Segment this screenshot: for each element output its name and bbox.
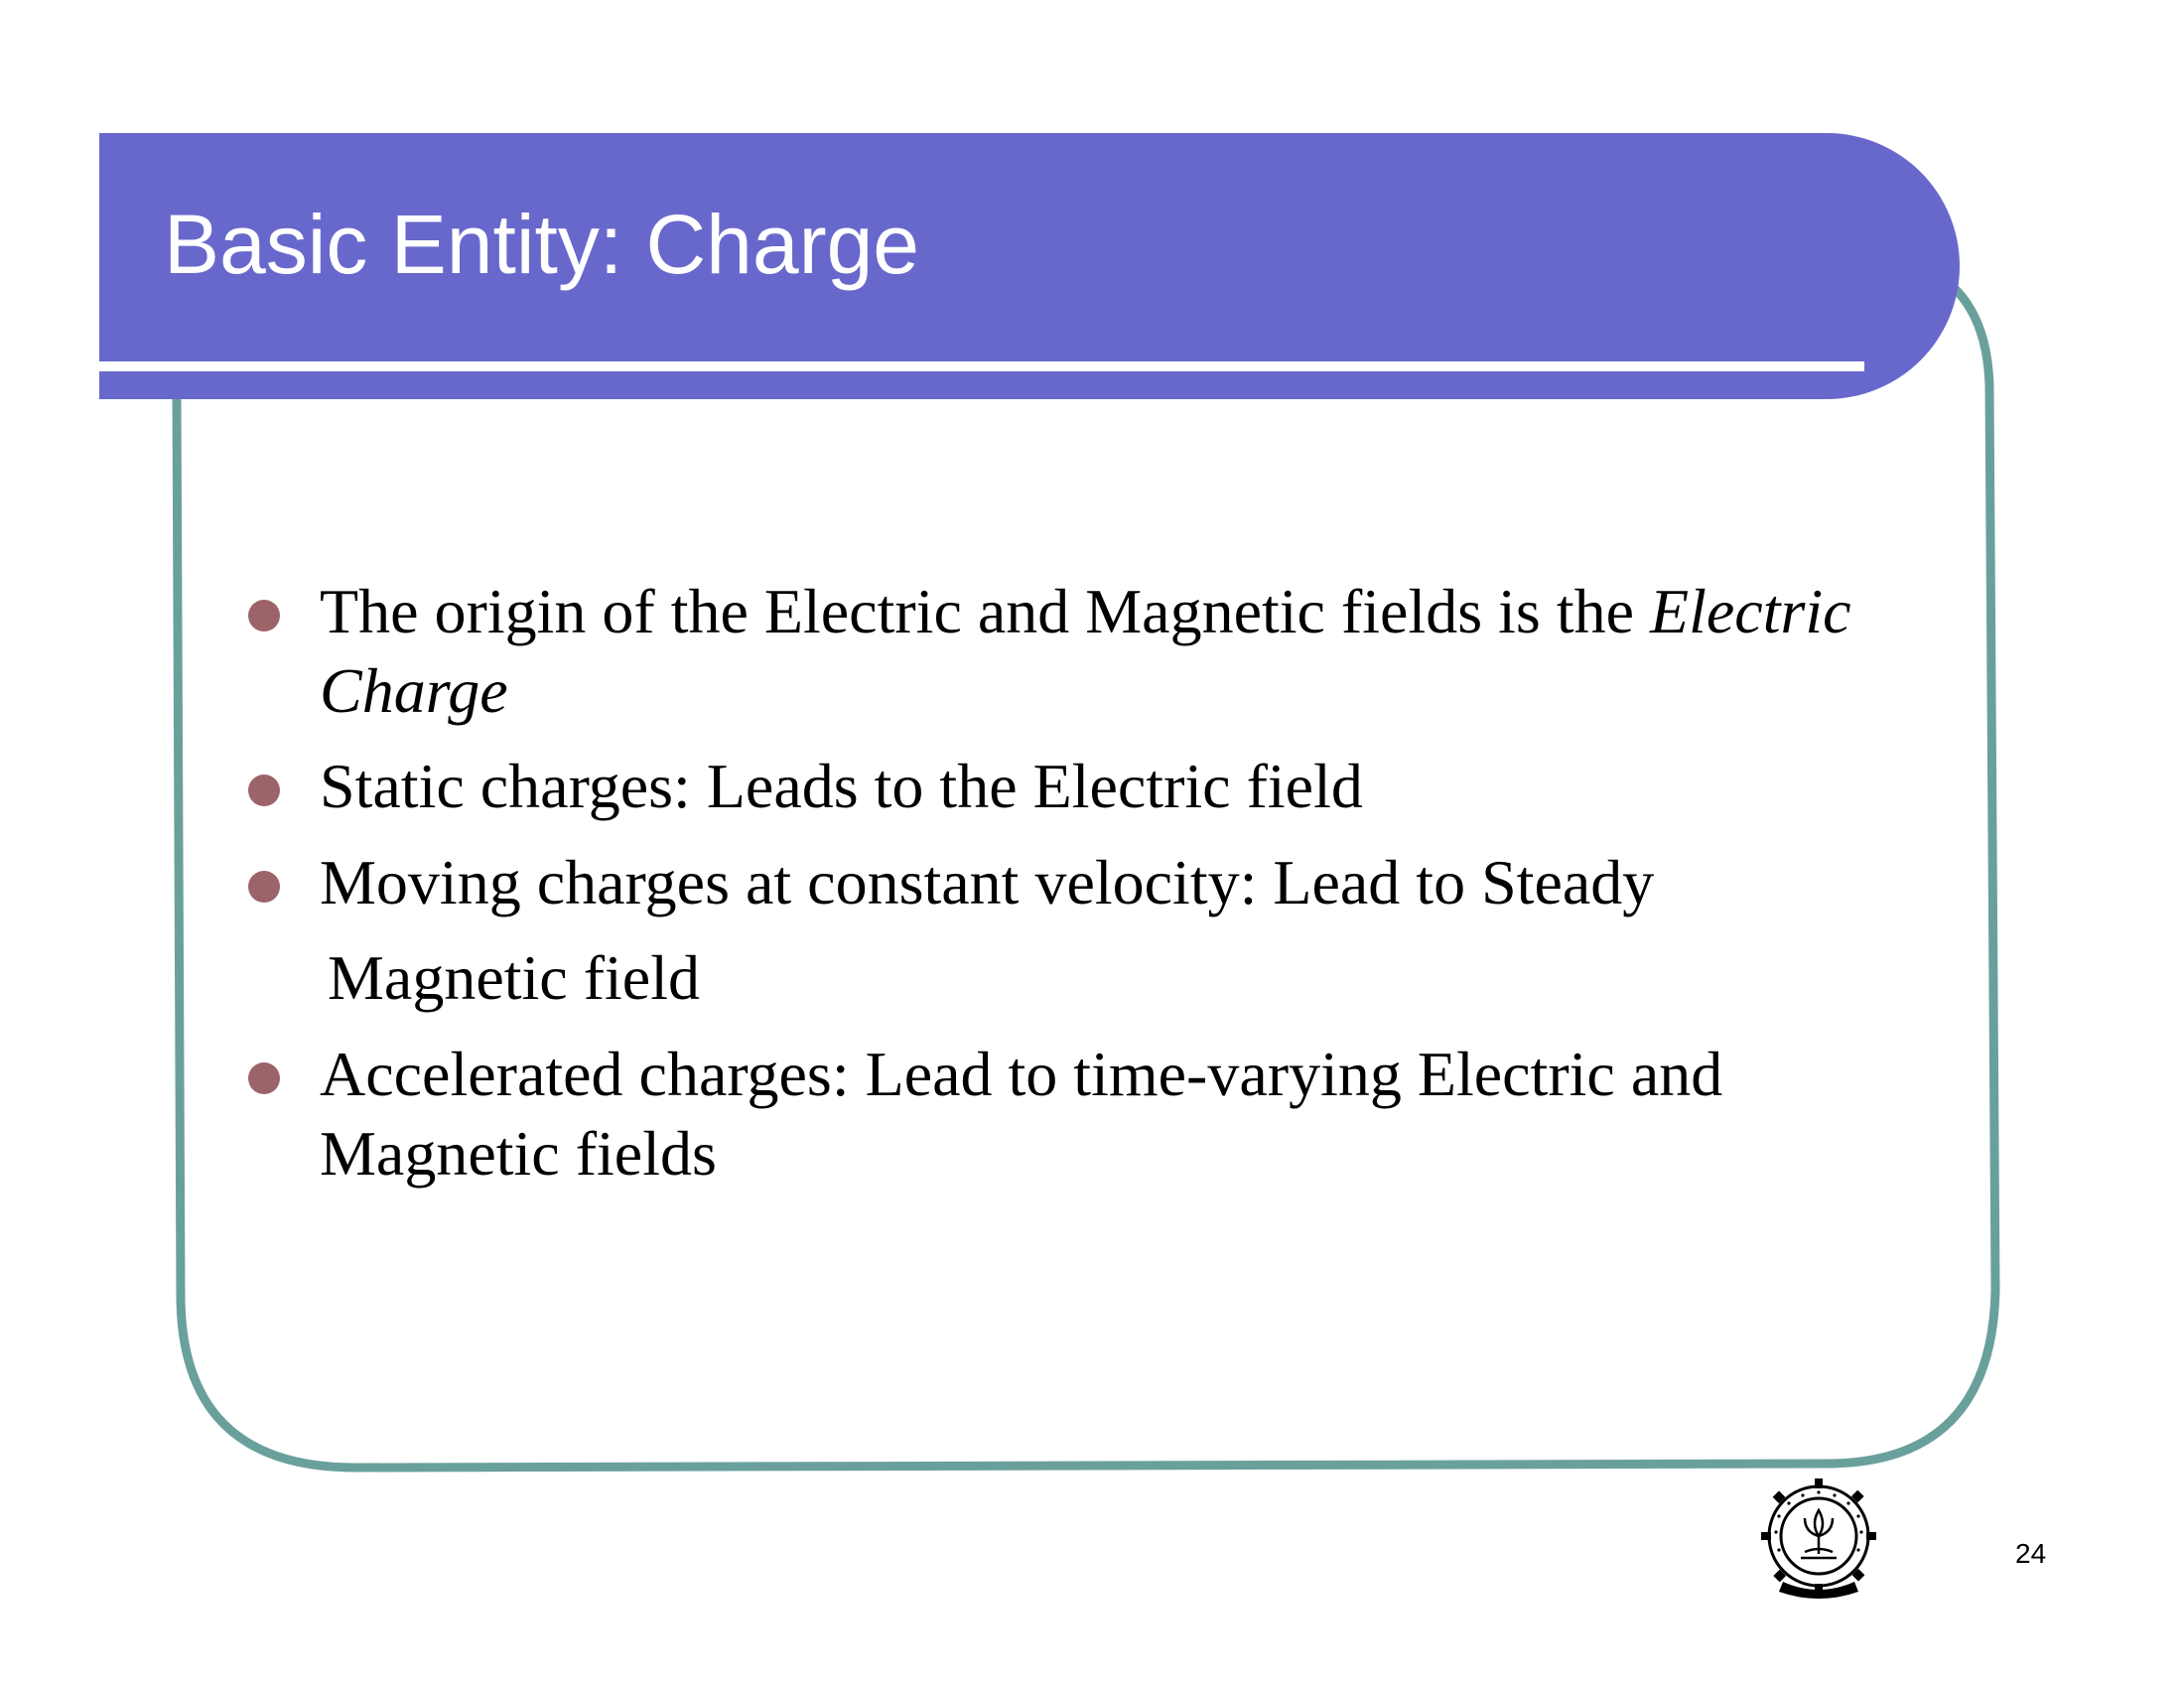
page-number: 24: [2015, 1538, 2047, 1569]
bullet-3-line-1: Moving charges at constant velocity: Lead to Steady: [320, 847, 1655, 917]
bullet-marker: [248, 871, 280, 903]
bullet-1-emphasis: Electric: [1650, 576, 1851, 646]
bullet-4-line-2: Magnetic fields: [320, 1118, 717, 1189]
bullet-1-line-1: [320, 572, 1851, 651]
bullet-marker: [248, 600, 280, 632]
bullet-1-emphasis-cont: Charge: [320, 655, 508, 726]
institute-seal-icon: [1755, 1475, 1882, 1602]
bullet-4-line-1: Accelerated charges: Lead to time-varying Electric and: [320, 1039, 1723, 1109]
bullet-marker: [248, 1062, 280, 1094]
bullet-marker: [248, 774, 280, 806]
bullet-2-line-1: Static charges: Leads to the Electric field: [320, 751, 1363, 821]
slide-title: Basic Entity: Charge: [164, 198, 920, 291]
bullet-1-text: The origin of the Electric and Magnetic fields is the: [320, 576, 1650, 646]
bullet-3-line-2: Magnetic field: [328, 942, 700, 1013]
bullet-1-line-2: [320, 651, 508, 731]
